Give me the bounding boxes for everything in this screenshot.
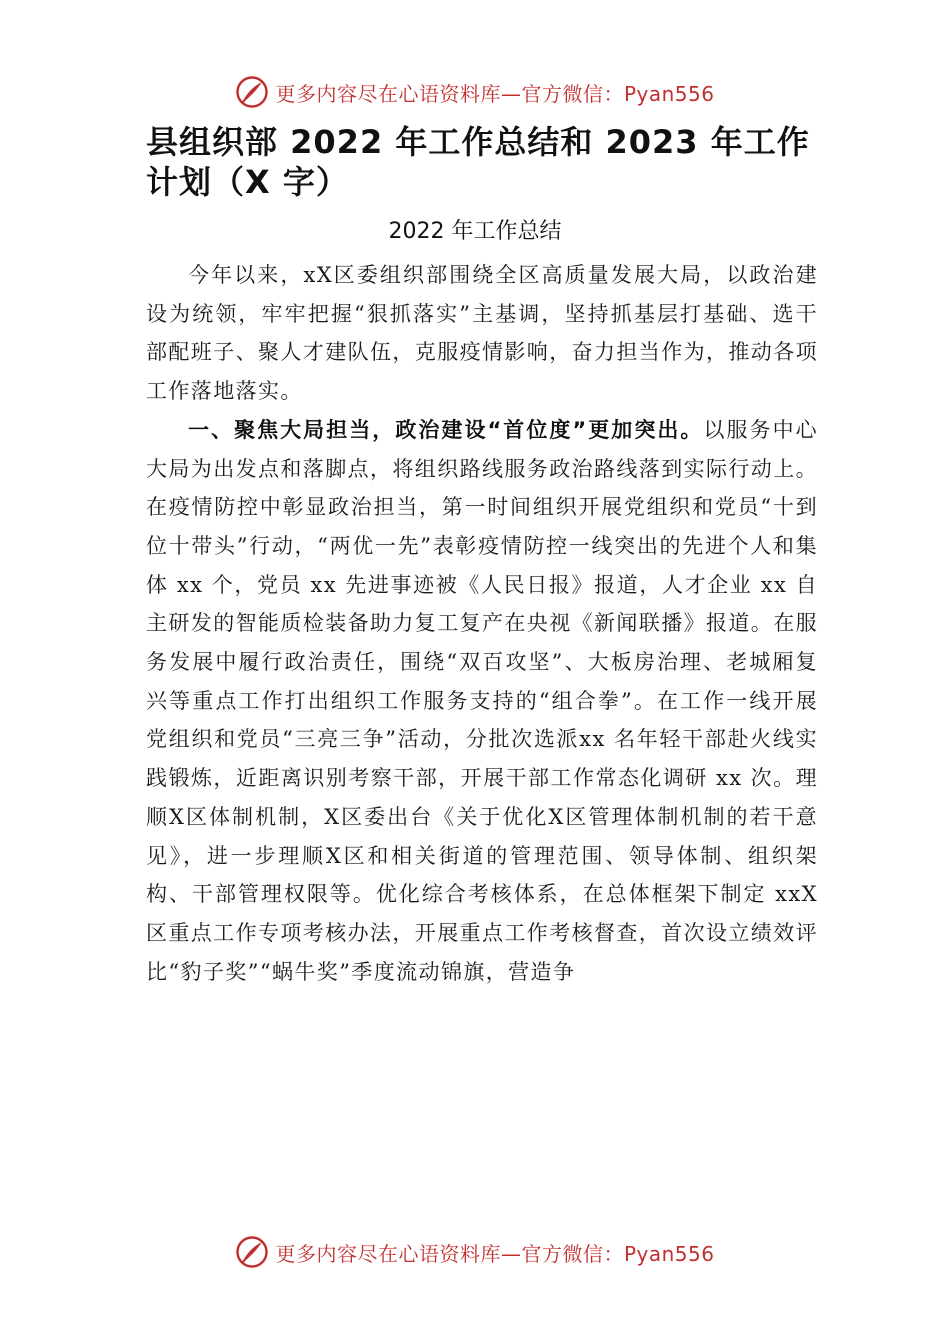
header-banner-text: 更多内容尽在心语资料库—官方微信：Pyan556	[275, 81, 715, 106]
intro-paragraph: 今年以来，xX区委组织部围绕全区高质量发展大局，以政治建设为统领，牢牢把握“狠抓落实”主基调，坚持抓基层打基础、选干部配班子、聚人才建队伍，克服疫情影响，奋力担当作为，推动各项工作落地落实。	[146, 263, 818, 404]
footer-banner-text: 更多内容尽在心语资料库—官方微信：Pyan556	[275, 1241, 715, 1266]
document-title: 县组织部 2022 年工作总结和 2023 年工作计划（X 字）	[146, 123, 810, 201]
point-one-paragraph	[146, 411, 818, 992]
quill-seal-icon	[235, 1235, 269, 1269]
point-one-heading: 一、聚焦大局担当，政治建设“首位度”更加突出。	[188, 417, 704, 442]
document-body	[146, 256, 818, 991]
footer-banner	[0, 1232, 950, 1272]
section-title: 2022 年工作总结	[388, 219, 562, 244]
quill-seal-icon	[235, 75, 269, 109]
point-one-body: 以服务中心大局为出发点和落脚点，将组织路线服务政治路线落到实际行动上。在疫情防控中彰显政治担当，第一时间组织开展党组织和党员“十到位十带头”行动，“两优一先”表彰疫情防控一线突出的先进个人和集体 xx 个，党员 xx 先进事迹被《人民日报》报道，人才企业 xx 自主研发的智能质检装备助力复工复产在央视《新闻联播》报道。在服务发展中履行政治责任，围绕“双百攻坚”、大板房治理、老城厢复兴等重点工作打出组织工作服务支持的“组合拳”。在工作一线开展党组织和党员“三亮三争”活动，分批次选派xx 名年轻干部赴火线实践锻炼，近距离识别考察干部，开展干部工作常态化调研 xx 次。理顺X区体制机制，X区委出台《关于优化X区管理体制机制的若干意见》，进一步理顺X区和相关街道的管理范围、领导体制、组织架构、干部管理权限等。优化综合考核体系，在总体框架下制定 xxX区重点工作专项考核办法，开展重点工作考核督查，首次设立绩效评比“豹子奖”“蜗牛奖”季度流动锦旗，营造争	[146, 417, 818, 984]
header-banner	[0, 72, 950, 112]
